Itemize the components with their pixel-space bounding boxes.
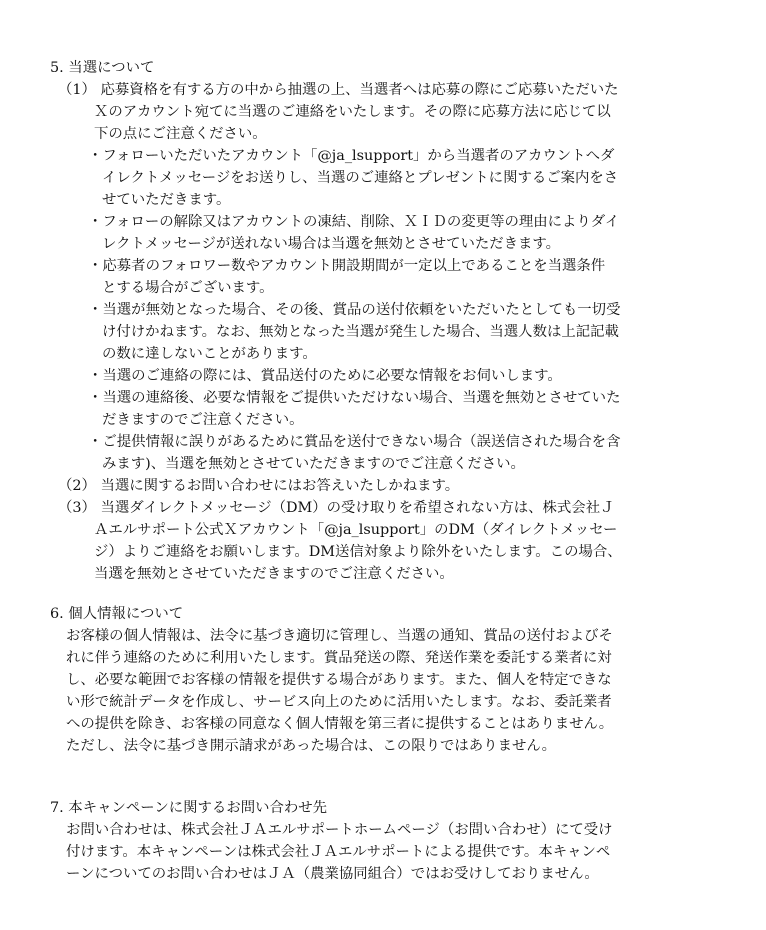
- bullet-2-line: レクトメッセージが送れない場合は当選を無効とさせていただきます。: [102, 236, 561, 252]
- bullet-2-line: ・フォローの解除又はアカウントの凍結、削除、ＸＩＤの変更等の理由によりダイ: [88, 214, 620, 230]
- bullet-1-line: ・フォローいただいたアカウント「@ja_lsupport」から当選者のアカウントへダ: [88, 148, 615, 164]
- item-1-line: （1） 応募資格を有する方の中から抽選の上、当選者へは応募の際にご応募いただいた: [58, 82, 619, 98]
- item-3-line: 当選を無効とさせていただきますのでご注意ください。: [94, 566, 454, 582]
- section-7-heading: 7. 本キャンペーンに関するお問い合わせ先: [50, 800, 328, 816]
- bullet-7-line: みます)、当選を無効とさせていただきますのでご注意ください。: [102, 456, 525, 472]
- section-6-line: への提供を除き、お客様の同意なく個人情報を第三者に提供することはありません。: [66, 716, 614, 732]
- bullet-1-line: せていただきます。: [102, 192, 231, 208]
- section-7-line: お問い合わせは、株式会社ＪＡエルサポートホームページ（お問い合わせ）にて受け: [66, 822, 613, 838]
- item-3-line: ジ）よりご連絡をお願いします。DM送信対象より除外をいたします。この場合、: [94, 544, 622, 560]
- bullet-3-line: ・応募者のフォロワー数やアカウント開設期間が一定以上であることを当選条件: [88, 258, 606, 274]
- section-6-line: れに伴う連絡のために利用いたします。賞品発送の際、発送作業を委託する業者に対: [66, 650, 612, 666]
- bullet-7-line: ・ご提供情報に誤りがあるために賞品を送付できない場合（誤送信された場合を含: [88, 434, 621, 450]
- bullet-6-line: だきますのでご注意ください。: [102, 412, 304, 428]
- item-2-line: （2） 当選に関するお問い合わせにはお答えいたしかねます。: [58, 478, 460, 494]
- bullet-4-line: け付けかねます。なお、無効となった当選が発生した場合、当選人数は上記記載: [102, 324, 619, 340]
- bullet-4-line: ・当選が無効となった場合、その後、賞品の送付依頼をいただいたとしても一切受: [88, 302, 621, 318]
- section-6-line: ただし、法令に基づき開示請求があった場合は、この限りではありません。: [66, 738, 557, 754]
- item-1-line: 下の点にご注意ください。: [94, 126, 267, 142]
- bullet-5-line: ・当選のご連絡の際には、賞品送付のために必要な情報をお伺いします。: [88, 368, 562, 384]
- section-6-line: お客様の個人情報は、法令に基づき適切に管理し、当選の通知、賞品の送付およびそ: [66, 628, 613, 644]
- bullet-4-line: の数に達しないことがあります。: [102, 346, 317, 362]
- item-1-line: Ｘのアカウント宛てに当選のご連絡をいたします。その際に応募方法に応じて以: [94, 104, 611, 120]
- section-7-line: 付けます。本キャンペーンは株式会社ＪＡエルサポートによる提供です。本キャンペ: [66, 844, 611, 860]
- item-3-line: Ａエルサポート公式Ｘアカウント「@ja_lsupport」のDM（ダイレクトメッセー: [94, 522, 618, 538]
- bullet-6-line: ・当選の連絡後、必要な情報をご提供いただけない場合、当選を無効とさせていた: [88, 390, 621, 406]
- section-6-line: し、必要な範囲でお客様の情報を提供する場合があります。また、個人を特定できな: [66, 672, 612, 688]
- bullet-1-line: イレクトメッセージをお送りし、当選のご連絡とプレゼントに関するご案内をさ: [102, 170, 619, 186]
- section-7-line: ーンについてのお問い合わせはＪＡ（農業協同組合）ではお受けしておりません。: [66, 866, 599, 882]
- section-6-heading: 6. 個人情報について: [50, 606, 184, 622]
- item-3-line: （3） 当選ダイレクトメッセージ（DM）の受け取りを希望されない方は、株式会社Ｊ: [58, 500, 615, 516]
- section-6-line: い形で統計データを作成し、サービス向上のために活用いたします。なお、委託業者: [66, 694, 612, 710]
- section-5-heading: 5. 当選について: [50, 60, 155, 76]
- bullet-3-line: とする場合がございます。: [102, 280, 274, 296]
